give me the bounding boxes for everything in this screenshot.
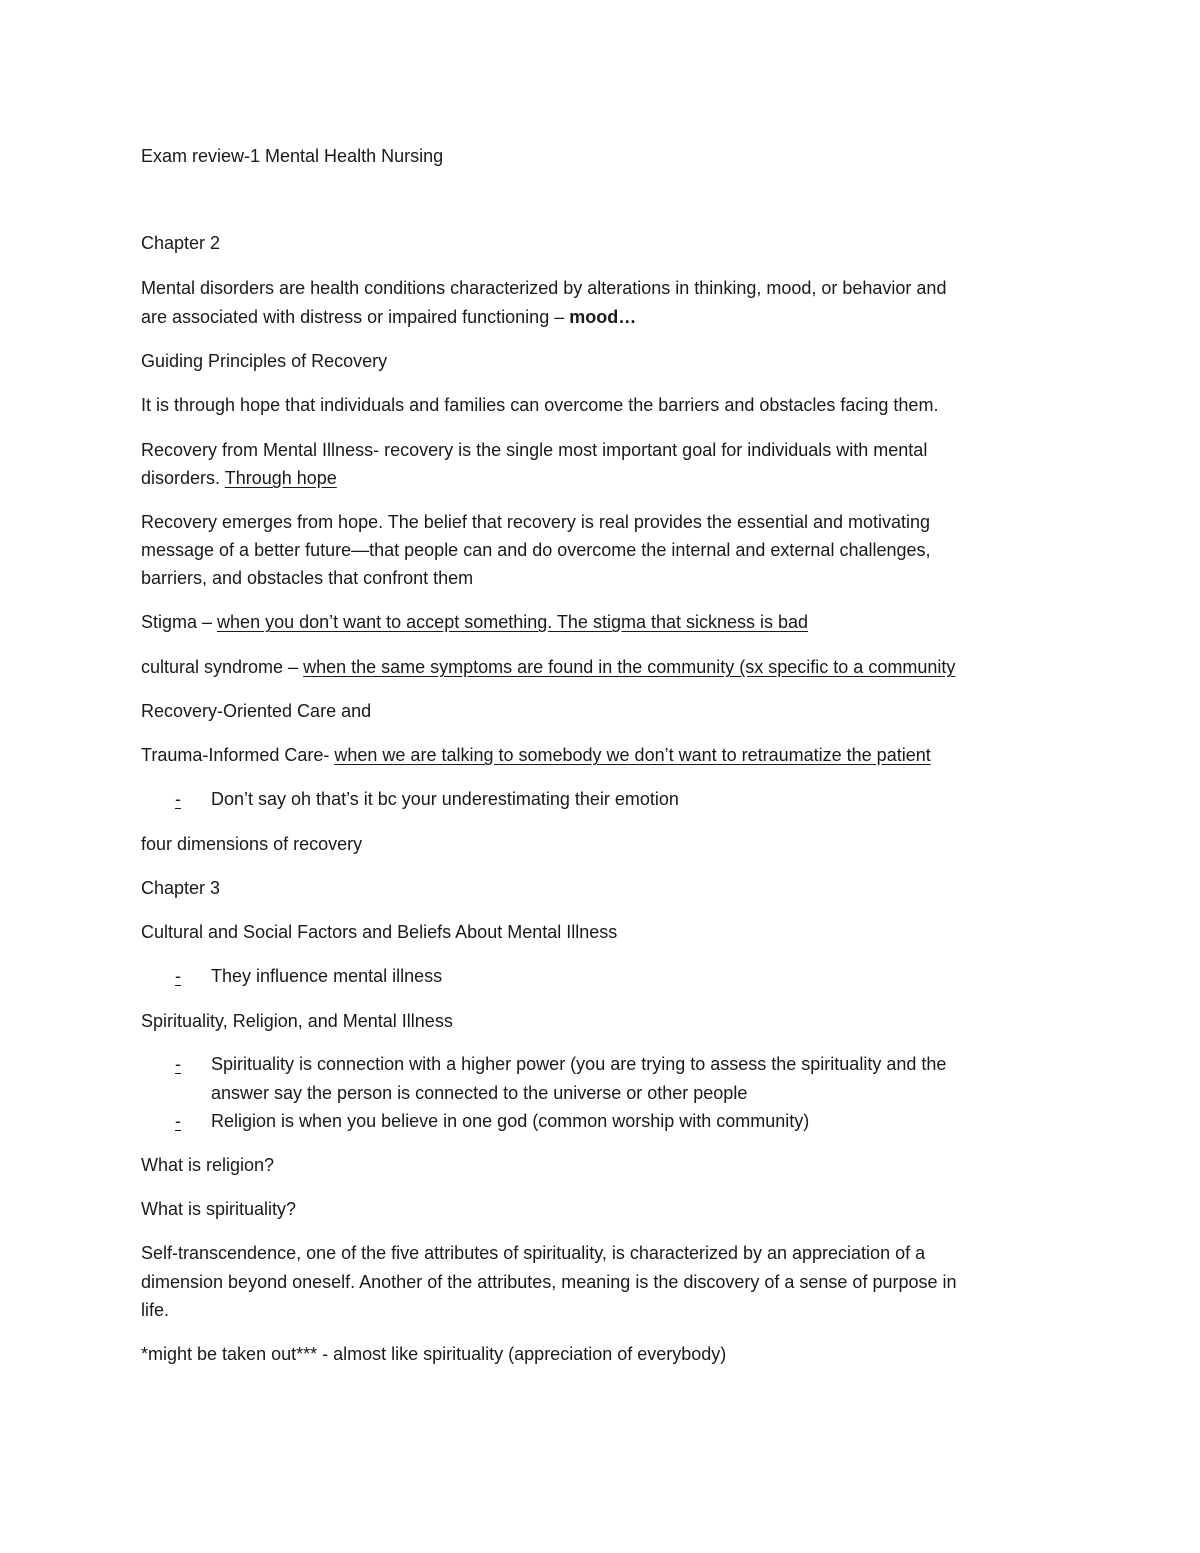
spirituality-bullet-text: Spirituality is connection with a higher power (you are trying to assess the spirituality and the bbox=[211, 1054, 947, 1074]
stigma-term: Stigma – bbox=[141, 612, 218, 632]
list-item bbox=[175, 1050, 946, 1079]
chapter-3-heading: Chapter 3 bbox=[141, 878, 221, 898]
bullet-dash: - bbox=[175, 966, 181, 986]
self-transcendence-line-3: life. bbox=[141, 1300, 170, 1320]
list-item bbox=[175, 962, 442, 991]
bullet-dash: - bbox=[175, 1111, 181, 1131]
guiding-principles-heading: Guiding Principles of Recovery bbox=[141, 351, 388, 371]
list-item bbox=[175, 785, 679, 814]
bullet-dash: - bbox=[175, 789, 181, 809]
religion-bullet-text: Religion is when you believe in one god (common worship with community) bbox=[211, 1111, 810, 1131]
document-title: Exam review-1 Mental Health Nursing bbox=[141, 146, 444, 166]
mental-disorders-text: are associated with distress or impaired functioning – bbox=[141, 307, 570, 327]
spirituality-heading: Spirituality, Religion, and Mental Illness bbox=[141, 1011, 453, 1031]
spirituality-bullet-continuation: answer say the person is connected to the universe or other people bbox=[211, 1083, 748, 1103]
recovery-line-1: Recovery from Mental Illness- recovery is the single most important goal for individuals with mental bbox=[141, 440, 928, 460]
self-transcendence-line-1: Self-transcendence, one of the five attributes of spirituality, is characterized by an appreciation of a bbox=[141, 1243, 926, 1263]
chapter-2-heading: Chapter 2 bbox=[141, 233, 221, 253]
what-is-religion: What is religion? bbox=[141, 1155, 275, 1175]
recovery-text: disorders. bbox=[141, 468, 225, 488]
list-item bbox=[175, 1107, 809, 1136]
mood-bold: mood… bbox=[569, 307, 637, 327]
emerges-line-2: message of a better future—that people can and do overcome the internal and external challenges, bbox=[141, 540, 931, 560]
emerges-line-1: Recovery emerges from hope. The belief that recovery is real provides the essential and motivating bbox=[141, 512, 931, 532]
four-dimensions-line: four dimensions of recovery bbox=[141, 834, 363, 854]
hope-paragraph: It is through hope that individuals and families can overcome the barriers and obstacles facing them. bbox=[141, 395, 939, 415]
cultural-syndrome-line bbox=[141, 653, 955, 682]
what-is-spirituality: What is spirituality? bbox=[141, 1199, 297, 1219]
might-be-taken-out-line: *might be taken out*** - almost like spirituality (appreciation of everybody) bbox=[141, 1344, 727, 1364]
cultural-bullet-text: They influence mental illness bbox=[211, 966, 443, 986]
recovery-line-2 bbox=[141, 464, 337, 493]
stigma-definition: when you don’t want to accept something. The stigma that sickness is bad bbox=[217, 612, 809, 632]
trauma-informed-line bbox=[141, 741, 931, 770]
recovery-oriented-line: Recovery-Oriented Care and bbox=[141, 701, 372, 721]
mental-disorders-line-2 bbox=[141, 303, 636, 332]
stigma-line bbox=[141, 608, 808, 637]
mental-disorders-line-1: Mental disorders are health conditions characterized by alterations in thinking, mood, or behavior and bbox=[141, 278, 947, 298]
trauma-term: Trauma-Informed Care- bbox=[141, 745, 335, 765]
cultural-syndrome-term: cultural syndrome – bbox=[141, 657, 304, 677]
cultural-syndrome-definition: when the same symptoms are found in the community (sx specific to a community bbox=[303, 657, 956, 677]
self-transcendence-line-2: dimension beyond oneself. Another of the attributes, meaning is the discovery of a sense of purpose in bbox=[141, 1272, 957, 1292]
cultural-social-heading: Cultural and Social Factors and Beliefs About Mental Illness bbox=[141, 922, 618, 942]
trauma-definition: when we are talking to somebody we don’t want to retraumatize the patient bbox=[334, 745, 931, 765]
emerges-line-3: barriers, and obstacles that confront them bbox=[141, 568, 474, 588]
bullet-dash: - bbox=[175, 1054, 181, 1074]
trauma-bullet-text: Don’t say oh that’s it bc your underestimating their emotion bbox=[211, 789, 679, 809]
through-hope-underline: Through hope bbox=[224, 468, 337, 488]
